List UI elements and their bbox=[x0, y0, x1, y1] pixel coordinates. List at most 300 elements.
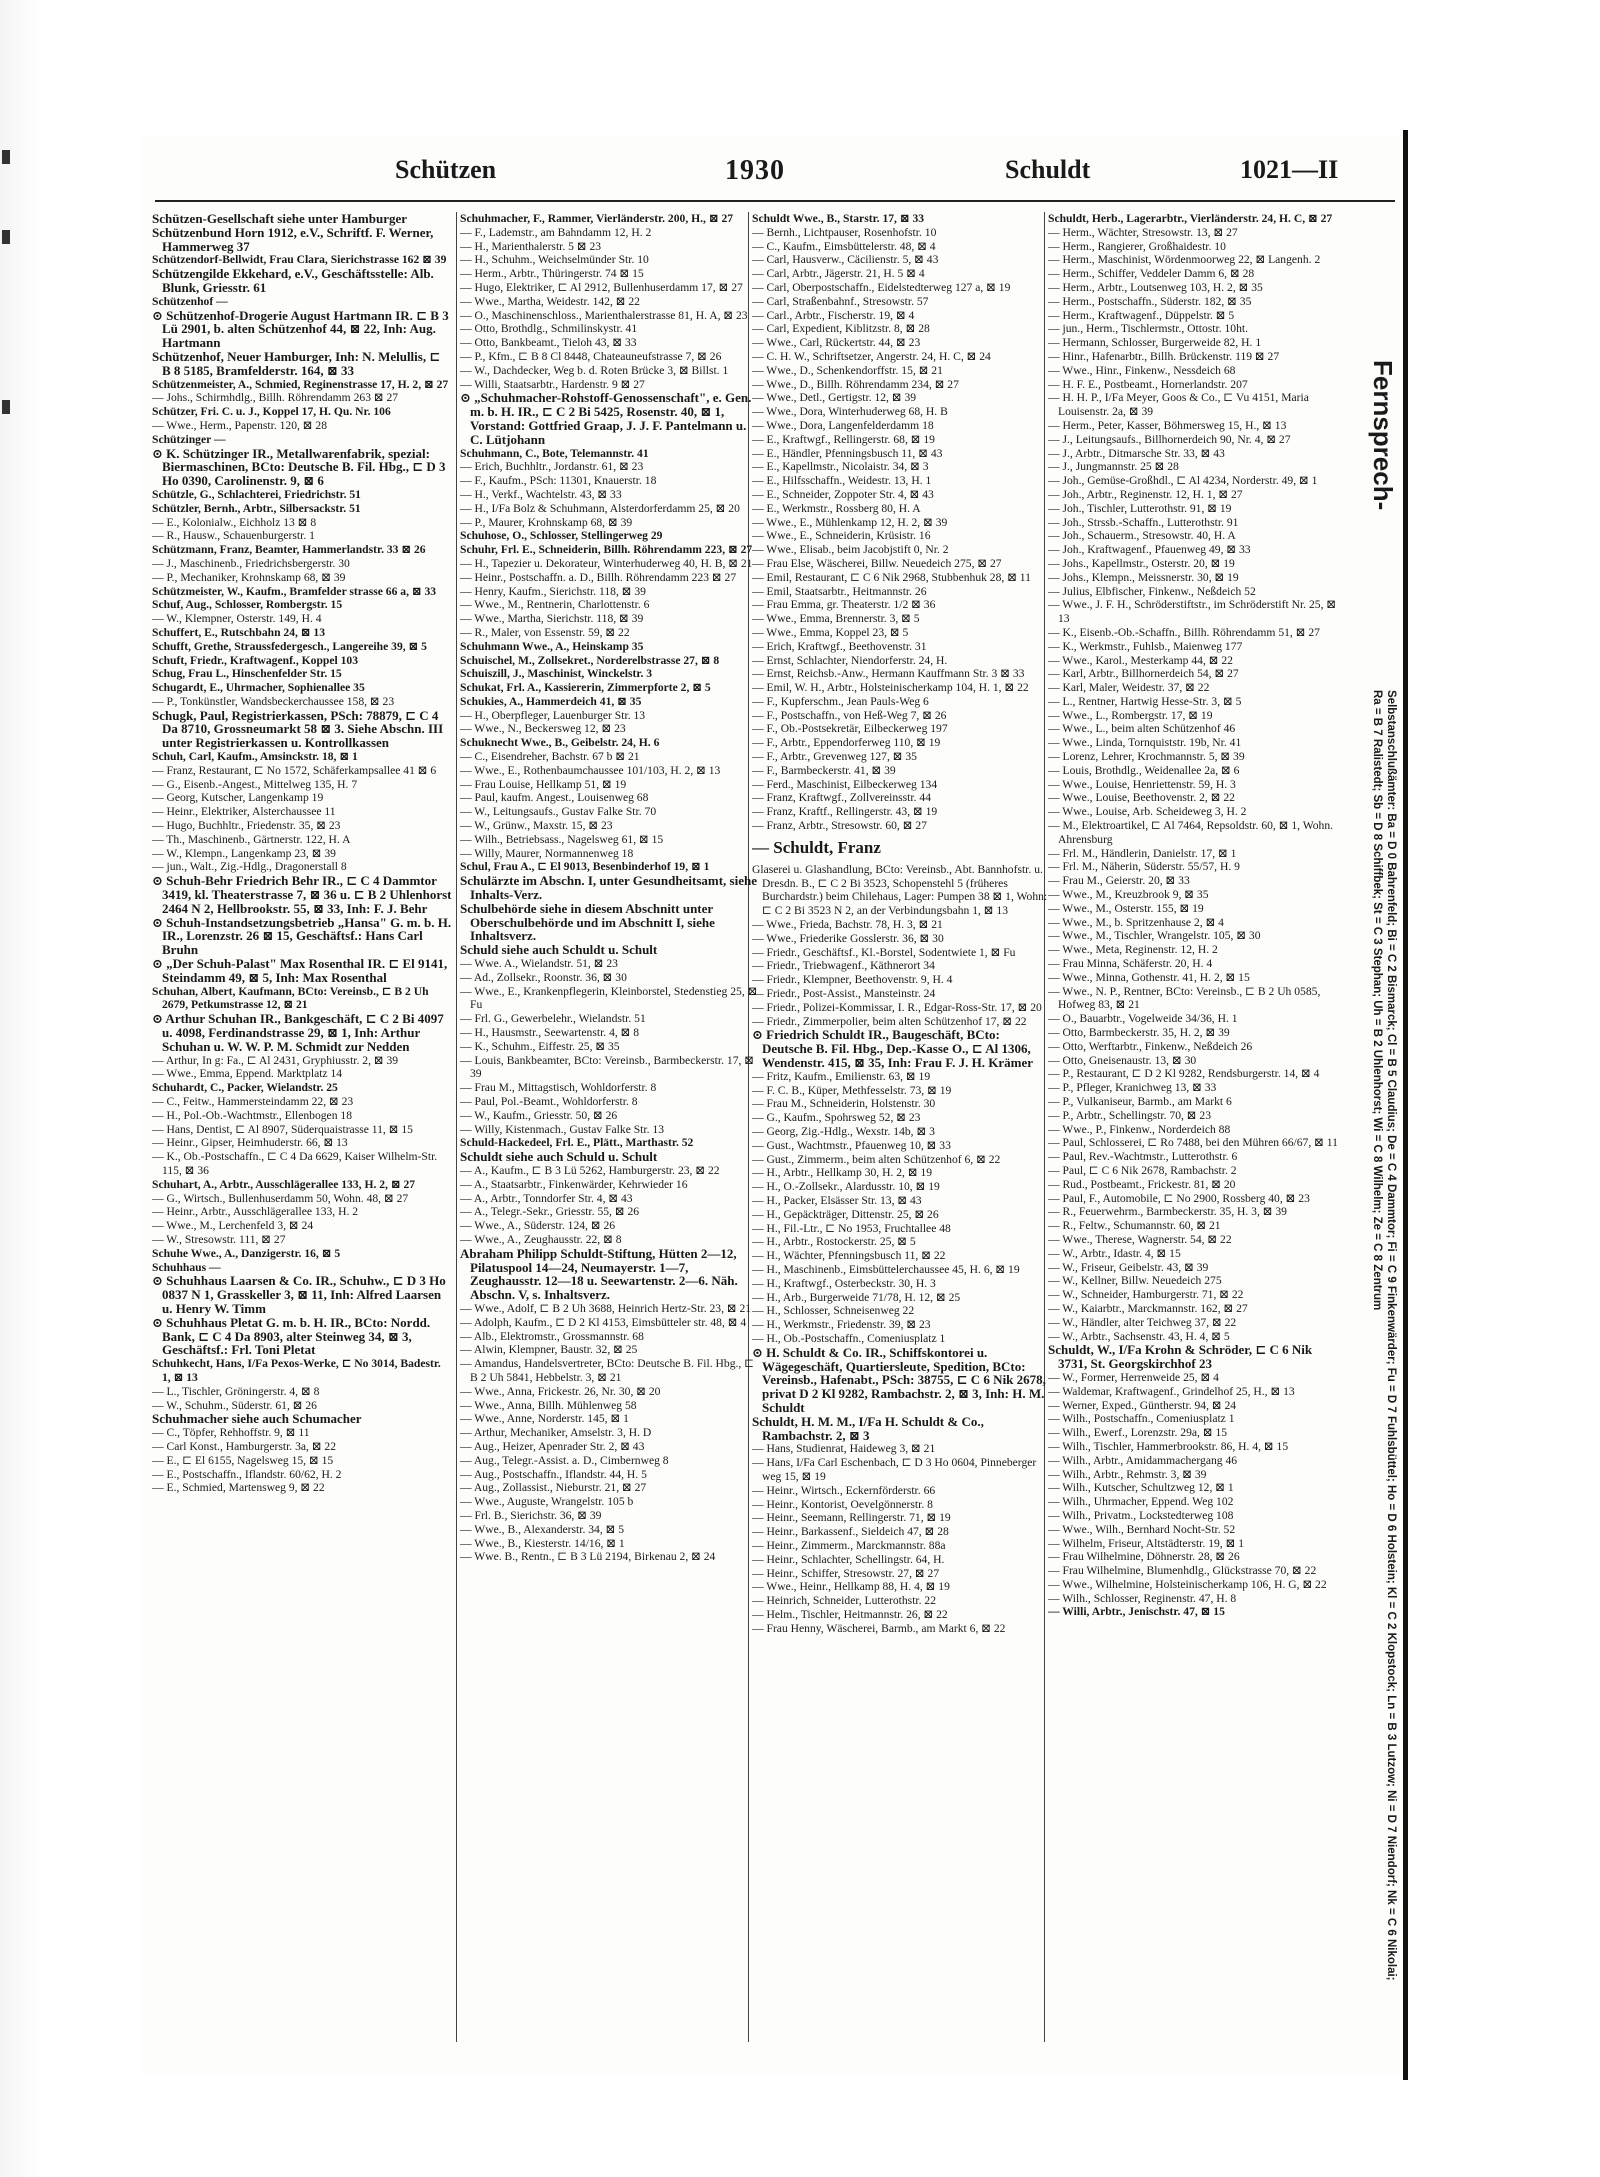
directory-entry: Schug, Frau L., Hinschenfelder Str. 15 bbox=[152, 667, 342, 681]
directory-entry: — H., Schuhm., Weichselmünder Str. 10 bbox=[460, 253, 649, 267]
directory-entry: — P., Kfm., ⊏ B 8 Cl 8448, Chateauneufstrasse 7, ⊠ 26 bbox=[460, 349, 722, 363]
directory-entry: — Frau Minna, Schäferstr. 20, H. 4 bbox=[1048, 957, 1213, 971]
directory-entry: — Wwe., Auguste, Wrangelstr. 105 b bbox=[460, 1495, 634, 1509]
directory-entry: — W., Arbtr., Sachsenstr. 43, H. 4, ⊠ 5 bbox=[1048, 1329, 1230, 1343]
directory-entry: Schukies, A., Hammerdeich 41, ⊠ 35 bbox=[460, 694, 642, 708]
directory-entry: Schützengilde Ekkehard, e.V., Geschäftsstelle: Alb. Blunk, Griesstr. 61 bbox=[152, 266, 434, 295]
directory-entry: Schuft, Friedr., Kraftwagenf., Koppel 103 bbox=[152, 653, 358, 667]
directory-entry: — Heinr., Arbtr., Ausschlägerallee 133, H. 2 bbox=[152, 1205, 359, 1219]
directory-entry: — Wwe., Linda, Tornquiststr. 19b, Nr. 41 bbox=[1048, 736, 1242, 750]
header-year: 1930 bbox=[725, 155, 785, 186]
directory-entry: — Erich, Buchhltr., Jordanstr. 61, ⊠ 23 bbox=[460, 460, 644, 474]
directory-entry: — Franz, Restaurant, ⊏ No 1572, Schäferkampsallee 41 ⊠ 6 bbox=[152, 763, 437, 777]
directory-entry: — Frl. G., Gewerbelehr., Wielandstr. 51 bbox=[460, 1012, 646, 1026]
directory-entry: — Wwe., Friederike Gosslerstr. 36, ⊠ 30 bbox=[752, 931, 944, 945]
directory-entry: — Joh., Schauerm., Stresowstr. 40, H. A bbox=[1048, 529, 1236, 543]
directory-entry: — Wwe., M., Tischler, Wrangelstr. 105, ⊠ 30 bbox=[1048, 929, 1261, 943]
directory-entry: — Wwe., E., Krankenpflegerin, Kleinborstel, Stedenstieg 25, ⊠ Fu bbox=[460, 984, 758, 1012]
directory-entry: — W., Kaiarbtr., Marckmannstr. 162, ⊠ 27 bbox=[1048, 1301, 1248, 1315]
directory-entry: — Heinr., Kontorist, Oevelgönnerstr. 8 bbox=[752, 1497, 933, 1511]
directory-entry: — Wwe., Dora, Langenfelderdamm 18 bbox=[752, 418, 934, 432]
directory-entry: — Carl, Oberpostschaffn., Eidelstedterweg 127 a, ⊠ 19 bbox=[752, 280, 1011, 294]
directory-entry: Schuld siehe auch Schuldt u. Schult bbox=[460, 942, 658, 958]
directory-entry: — Johs., Klempn., Meissnerstr. 30, ⊠ 19 bbox=[1048, 570, 1239, 584]
directory-entry: — H., Packer, Elsässer Str. 13, ⊠ 43 bbox=[752, 1193, 922, 1207]
directory-entry: — Herm., Kraftwagenf., Düppelstr. ⊠ 5 bbox=[1048, 308, 1235, 322]
directory-entry: — Wwe., N. P., Rentner, BCto: Vereinsb., ⊏ B 2 Uh 0585, Hofweg 83, ⊠ 21 bbox=[1048, 984, 1321, 1012]
directory-entry: — Herm., Arbtr., Thüringerstr. 74 ⊠ 15 bbox=[460, 267, 644, 281]
directory-entry: Schul, Frau A., ⊏ El 9013, Besenbinderhof 19, ⊠ 1 bbox=[460, 860, 710, 874]
directory-entry: — C., Töpfer, Rehhoffstr. 9, ⊠ 11 bbox=[152, 1426, 310, 1440]
directory-entry: — Wwe., Hinr., Finkenw., Nessdeich 68 bbox=[1048, 363, 1236, 377]
legend-title: Fernsprech- bbox=[1368, 360, 1398, 511]
directory-entry: — Franz, Kraftwgf., Zollvereinsstr. 44 bbox=[752, 791, 932, 805]
directory-entry: — Wwe., Emma, Koppel 23, ⊠ 5 bbox=[752, 625, 909, 639]
directory-entry: — Wwe., Wilhelmine, Holsteinischerkamp 106, H. G, ⊠ 22 bbox=[1048, 1577, 1327, 1591]
directory-entry: Schuldt siehe auch Schuld u. Schult bbox=[460, 1149, 658, 1165]
directory-entry: — H., Hausmstr., Seewartenstr. 4, ⊠ 8 bbox=[460, 1026, 640, 1040]
directory-entry: — Henry, Kaufm., Sierichstr. 118, ⊠ 39 bbox=[460, 584, 646, 598]
directory-entry: — Friedr., Klempner, Beethovenstr. 9, H. 4 bbox=[752, 973, 953, 987]
directory-entry: — Gust., Wachtmstr., Pfauenweg 10, ⊠ 33 bbox=[752, 1138, 951, 1152]
directory-entry: — P., Restaurant, ⊏ D 2 Kl 9282, Rendsburgerstr. 14, ⊠ 4 bbox=[1048, 1067, 1320, 1081]
directory-entry: — Joh., Strssb.-Schaffn., Lutterothstr. 91 bbox=[1048, 515, 1239, 529]
directory-entry: — Carl Konst., Hamburgerstr. 3a, ⊠ 22 bbox=[152, 1439, 337, 1453]
directory-entry: — Aug., Heizer, Apenrader Str. 2, ⊠ 43 bbox=[460, 1439, 645, 1453]
directory-entry: Schützmann, Franz, Beamter, Hammerlandstr. 33 ⊠ 26 bbox=[152, 543, 426, 557]
directory-entry: — Aug., Telegr.-Assist. a. D., Cimbernweg 8 bbox=[460, 1453, 669, 1467]
directory-entry: — Wwe., A., Zeughausstr. 22, ⊠ 8 bbox=[460, 1232, 622, 1246]
directory-entry: — M., Elektroartikel, ⊏ Al 7464, Repsoldstr. 60, ⊠ 1, Wohn. Ahrensburg bbox=[1048, 819, 1334, 846]
facing-page-mark bbox=[2, 230, 10, 244]
directory-entry: — J., Maschinenb., Friedrichsbergerstr. 30 bbox=[152, 556, 350, 570]
directory-entry: — Wilh., Arbtr., Rehmstr. 3, ⊠ 39 bbox=[1048, 1467, 1207, 1481]
directory-entry: Schugk, Paul, Registrierkassen, PSch: 78879, ⊏ C 4 Da 8710, Grossneumarkt 58 ⊠ 3. Siehe Abschn. III unter Registrierkassen u. Kontrollkassen bbox=[152, 707, 444, 751]
directory-entry: — Willi, Staatsarbtr., Hardenstr. 9 ⊠ 27 bbox=[460, 377, 645, 391]
directory-entry: — W., Kellner, Billw. Neuedeich 275 bbox=[1048, 1274, 1222, 1288]
directory-entry: — Wwe., Meta, Reginenstr. 12, H. 2 bbox=[1048, 943, 1218, 957]
directory-entry: — jun., Walt., Zig.-Hdlg., Dragonerstall 8 bbox=[152, 860, 347, 874]
directory-entry: — Wilh., Arbtr., Amidammachergang 46 bbox=[1048, 1453, 1238, 1467]
directory-entry: — Friedr., Triebwagenf., Käthnerort 34 bbox=[752, 959, 935, 973]
directory-entry: — Friedr., Polizei-Kommissar, I. R., Edgar-Ross-Str. 17, ⊠ 20 bbox=[752, 1000, 1042, 1014]
directory-entry: — Wwe., M., Rentnerin, Charlottenstr. 6 bbox=[460, 598, 650, 612]
directory-entry: — P., Mechaniker, Krohnskamp 68, ⊠ 39 bbox=[152, 570, 346, 584]
directory-entry: — W., Stresowstr. 111, ⊠ 27 bbox=[152, 1232, 286, 1246]
directory-entry: — Emil, Staatsarbtr., Heitmannstr. 26 bbox=[752, 584, 927, 598]
directory-entry: — Otto, Brothdlg., Schmilinskystr. 41 bbox=[460, 322, 638, 336]
directory-entry: — Heinr., Wirtsch., Eckernförderstr. 66 bbox=[752, 1483, 936, 1497]
directory-entry: — Werner, Exped., Güntherstr. 94, ⊠ 24 bbox=[1048, 1398, 1237, 1412]
directory-entry: Schützle, G., Schlachterei, Friedrichstr. 51 bbox=[152, 487, 361, 501]
directory-entry: — Frl. B., Sierichstr. 36, ⊠ 39 bbox=[460, 1508, 602, 1522]
directory-entry: — A., Staatsarbtr., Finkenwärder, Kehrwieder 16 bbox=[460, 1177, 688, 1191]
directory-column-3 bbox=[752, 212, 1052, 2042]
directory-entry: — Wwe., M., Osterstr. 155, ⊠ 19 bbox=[1048, 901, 1204, 915]
directory-entry: Schufft, Grethe, Straussfedergesch., Langereihe 39, ⊠ 5 bbox=[152, 639, 427, 653]
directory-entry: — Carl, Hausverw., Cäcilienstr. 5, ⊠ 43 bbox=[752, 253, 939, 267]
directory-entry: — E., Kapellmstr., Nicolaistr. 34, ⊠ 3 bbox=[752, 460, 929, 474]
directory-entry: — J., Jungmannstr. 25 ⊠ 28 bbox=[1048, 460, 1179, 474]
directory-entry: Schuh, Carl, Kaufm., Amsinckstr. 18, ⊠ 1 bbox=[152, 750, 358, 764]
directory-entry: — Paul, ⊏ C 6 Nik 2678, Rambachstr. 2 bbox=[1048, 1163, 1237, 1177]
directory-entry: — Paul, Rev.-Wachtmstr., Lutterothstr. 6 bbox=[1048, 1150, 1238, 1164]
directory-entry: — F., Barmbeckerstr. 41, ⊠ 39 bbox=[752, 763, 896, 777]
directory-entry: — W., Klempn., Langenkamp 23, ⊠ 39 bbox=[152, 846, 336, 860]
directory-entry: — Ferd., Maschinist, Eilbeckerweg 134 bbox=[752, 777, 938, 791]
directory-entry: — R., Feltw., Schumannstr. 60, ⊠ 21 bbox=[1048, 1219, 1221, 1233]
directory-entry: — Willi, Arbtr., Jenischstr. 47, ⊠ 15 bbox=[1048, 1605, 1225, 1619]
directory-entry: — P., Vulkaniseur, Barmb., am Markt 6 bbox=[1048, 1095, 1232, 1108]
directory-entry: — H., Arb., Burgerweide 71/78, H. 12, ⊠ 25 bbox=[752, 1290, 961, 1304]
directory-entry: — Johs., Schirmhdlg., Billh. Röhrendamm 263 ⊠ 27 bbox=[152, 391, 399, 405]
directory-entry: Schuhose, O., Schlosser, Stellingerweg 29 bbox=[460, 529, 663, 543]
directory-entry: — W., Friseur, Geibelstr. 43, ⊠ 39 bbox=[1048, 1260, 1209, 1274]
directory-entry: — Louis, Bankbeamter, BCto: Vereinsb., Barmbeckerstr. 17, ⊠ 39 bbox=[460, 1053, 754, 1081]
directory-entry: — Heinr., Zimmerm., Marckmannstr. 88a bbox=[752, 1538, 946, 1552]
directory-entry: — Franz, Arbtr., Stresowstr. 60, ⊠ 27 bbox=[752, 819, 927, 833]
directory-entry: Schuhkecht, Hans, I/Fa Pexos-Werke, ⊏ No 3014, Badestr. 1, ⊠ 13 bbox=[152, 1357, 441, 1384]
directory-entry: — Fritz, Kaufm., Emilienstr. 63, ⊠ 19 bbox=[752, 1069, 931, 1083]
directory-entry: — H., Schlosser, Schneisenweg 22 bbox=[752, 1304, 915, 1318]
directory-entry: — Heinr., Gipser, Heimhuderstr. 66, ⊠ 13 bbox=[152, 1136, 348, 1150]
directory-entry: — Lorenz, Lehrer, Krochmannstr. 5, ⊠ 39 bbox=[1048, 750, 1245, 764]
directory-entry: — G., Kaufm., Spohrsweg 52, ⊠ 23 bbox=[752, 1111, 921, 1125]
directory-entry: — Carl., Arbtr., Fischerstr. 19, ⊠ 4 bbox=[752, 308, 915, 322]
directory-entry: — Friedr., Post-Assist., Mansteinstr. 24 bbox=[752, 987, 936, 1001]
directory-entry: — Wilh., Privatm., Lockstedterweg 108 bbox=[1048, 1508, 1234, 1522]
directory-entry: — Wwe., Anne, Norderstr. 145, ⊠ 1 bbox=[460, 1412, 629, 1426]
directory-entry: — Joh., Kraftwagenf., Pfauenweg 49, ⊠ 33 bbox=[1048, 543, 1251, 557]
directory-entry: — H., Kraftwgf., Osterbeckstr. 30, H. 3 bbox=[752, 1276, 936, 1290]
directory-entry: Schuhardt, C., Packer, Wielandstr. 25 bbox=[152, 1081, 338, 1095]
directory-entry: — Heinr., Postschaffn. a. D., Billh. Röhrendamm 223 ⊠ 27 bbox=[460, 570, 737, 584]
directory-entry: — Karl, Maler, Weidestr. 37, ⊠ 22 bbox=[1048, 681, 1210, 695]
directory-entry: — Amandus, Handelsvertreter, BCto: Deutsche B. Fil. Hbg., ⊏ B 2 Uh 5841, Hebbelstr. 3, ⊠ 21 bbox=[460, 1357, 754, 1384]
page-number: 1021—II bbox=[1240, 155, 1339, 184]
directory-entry: — W., Leitungsaufs., Gustav Falke Str. 70 bbox=[460, 805, 657, 819]
directory-entry: — Karl, Arbtr., Billhornerdeich 54, ⊠ 27 bbox=[1048, 667, 1239, 681]
directory-entry: Schuhmacher siehe auch Schumacher bbox=[152, 1411, 362, 1427]
directory-entry: Schuhe Wwe., A., Danzigerstr. 16, ⊠ 5 bbox=[152, 1246, 341, 1260]
directory-entry: — Hugo, Buchhltr., Friedenstr. 35, ⊠ 23 bbox=[152, 819, 341, 833]
directory-entry: — A., Arbtr., Tonndorfer Str. 4, ⊠ 43 bbox=[460, 1191, 633, 1205]
directory-entry: — Frau Wilhelmine, Döhnerstr. 28, ⊠ 26 bbox=[1048, 1550, 1240, 1564]
directory-entry: ⊙ Schuhhaus Pletat G. m. b. H. IR., BCto: Nordd. Bank, ⊏ C 4 Da 8903, alter Steinweg 34, ⊠ 3, Geschäftsf.: Frl. Toni Pletat bbox=[152, 1314, 431, 1358]
directory-entry: — Wwe., M., Kreuzbrook 9, ⊠ 35 bbox=[1048, 888, 1209, 902]
directory-entry: — Otto, Bankbeamt., Tieloh 43, ⊠ 33 bbox=[460, 336, 637, 350]
directory-entry: — Wwe., Adolf, ⊏ B 2 Uh 3688, Heinrich Hertz-Str. 23, ⊠ 21 bbox=[460, 1301, 752, 1315]
directory-entry: — Johs., Kapellmstr., Osterstr. 20, ⊠ 19 bbox=[1048, 556, 1235, 570]
directory-entry: — H., Wächter, Pfenningsbusch 11, ⊠ 22 bbox=[752, 1249, 946, 1263]
directory-entry: — G., Wirtsch., Bullenhuserdamm 50, Wohn. 48, ⊠ 27 bbox=[152, 1191, 409, 1205]
directory-entry: — Wwe., B., Alexanderstr. 34, ⊠ 5 bbox=[460, 1522, 625, 1536]
directory-entry: — Wwe., Anna, Billh. Mühlenweg 58 bbox=[460, 1398, 637, 1412]
directory-entry: — Wilh., Kutscher, Schultzweg 12, ⊠ 1 bbox=[1048, 1481, 1234, 1495]
directory-entry: Schuf, Aug., Schlosser, Rombergstr. 15 bbox=[152, 598, 343, 612]
directory-entry: — Hans, Studienrat, Haideweg 3, ⊠ 21 bbox=[752, 1442, 936, 1456]
directory-entry: — Gust., Zimmerm., beim alten Schützenhof 6, ⊠ 22 bbox=[752, 1152, 1001, 1166]
directory-entry: — Wwe., Emma, Eppend. Marktplatz 14 bbox=[152, 1067, 343, 1081]
exchange-abbreviations: Selbstanschlußämter: Ba = D 0 Bahrenfeld; Bi = C 2 Bismarck; Cl = B 5 Claudius; De = C 4 Dammtor; Fi = C 9 Finkenwärder; Fu = D 7 Fuhlsbüttel; Ho = D 6 Holstein; Kl = C 2 Klopstock; Ln = B 3 Lutzow; Ni = D 7 Niendorf; Nk = C 6 Nikolai; Ra = B 7 Ralistedt; Sb = D 8 Schiffbek; St = C 3 Stephan; Uh = B 2 Uhlenhorst; Wi = C 8 Wilhelm; Ze = C 8 Zentrum bbox=[1371, 690, 1397, 1981]
directory-entry: — Hinr., Hafenarbtr., Billh. Brückenstr. 119 ⊠ 27 bbox=[1048, 349, 1280, 363]
directory-entry: — L., Rentner, Hartwig Hesse-Str. 3, ⊠ 5 bbox=[1048, 694, 1242, 708]
directory-entry: — Wwe., Martha, Weidestr. 142, ⊠ 22 bbox=[460, 294, 640, 308]
directory-entry: — W., Klempner, Osterstr. 149, H. 4 bbox=[152, 612, 322, 626]
directory-entry: — H., Werkmstr., Friedenstr. 39, ⊠ 23 bbox=[752, 1318, 931, 1332]
directory-entry: — Herm., Arbtr., Loutsenweg 103, H. 2, ⊠ 35 bbox=[1048, 280, 1263, 294]
directory-entry: — Ernst, Schlachter, Niendorferstr. 24, H. bbox=[752, 653, 948, 667]
directory-entry: — Helm., Tischler, Heitmannstr. 26, ⊠ 22 bbox=[752, 1607, 948, 1621]
directory-entry: — G., Eisenb.-Angest., Mittelweg 135, H. 7 bbox=[152, 777, 358, 791]
directory-entry: — Hans, Dentist, ⊏ Al 8907, Süderquaistrasse 11, ⊠ 15 bbox=[152, 1122, 413, 1136]
directory-entry: — C., Eisendreher, Bachstr. 67 b ⊠ 21 bbox=[460, 750, 640, 764]
directory-entry: — Th., Maschinenb., Gärtnerstr. 122, H. A bbox=[152, 832, 351, 846]
directory-entry: — Otto, Werftarbtr., Finkenw., Neßdeich 26 bbox=[1048, 1039, 1253, 1053]
directory-entry: — Frau M., Geierstr. 20, ⊠ 33 bbox=[1048, 874, 1190, 888]
directory-entry: — Emil, W. H., Arbtr., Holsteinischerkamp 104, H. 1, ⊠ 22 bbox=[752, 681, 1029, 695]
directory-entry: ⊙ Arthur Schuhan IR., Bankgeschäft, ⊏ C 2 Bi 4097 u. 4098, Ferdinandstrasse 29, ⊠ 1, Inh: Arthur Schuhan u. W. W. P. M. Schmidt zur Nedden bbox=[152, 1011, 444, 1054]
directory-entry: — Bernh., Lichtpauser, Rosenhofstr. 10 bbox=[752, 225, 937, 239]
directory-entry: — F., Kaufm., PSch: 11301, Knauerstr. 18 bbox=[460, 474, 657, 488]
directory-entry: Schuhmann Wwe., A., Heinskamp 35 bbox=[460, 639, 644, 653]
directory-entry: — Frau Emma, gr. Theaterstr. 1/2 ⊠ 36 bbox=[752, 598, 936, 612]
directory-entry: — Frau M., Mittagstisch, Wohldorferstr. 8 bbox=[460, 1081, 657, 1095]
directory-entry: — Heinr., Elektriker, Alsterchaussee 11 bbox=[152, 805, 336, 819]
directory-entry: — H. F. E., Postbeamt., Hornerlandstr. 207 bbox=[1048, 377, 1248, 391]
directory-entry: — Heinr., Schiffer, Stresowstr. 27, ⊠ 27 bbox=[752, 1566, 940, 1580]
header-last-entry: Schuldt bbox=[1005, 155, 1091, 184]
directory-entry: — W., Former, Herrenweide 25, ⊠ 4 bbox=[1048, 1370, 1219, 1384]
directory-entry: — Wwe., Carl, Rückertstr. 44, ⊠ 23 bbox=[752, 336, 921, 350]
directory-entry: — F., Arbtr., Grevenweg 127, ⊠ 35 bbox=[752, 750, 917, 764]
directory-entry: — Wilh., Betriebsass., Nagelsweg 61, ⊠ 15 bbox=[460, 832, 664, 846]
directory-entry: — Heinr., Seemann, Rellingerstr. 71, ⊠ 19 bbox=[752, 1511, 951, 1525]
directory-entry: — Wwe., D., Billh. Röhrendamm 234, ⊠ 27 bbox=[752, 377, 959, 391]
directory-entry: — Georg, Zig.-Hdlg., Wexstr. 14b, ⊠ 3 bbox=[752, 1125, 935, 1138]
directory-entry: — E., Postschaffn., Iflandstr. 60/62, H. 2 bbox=[152, 1467, 342, 1481]
directory-entry: — Ernst, Reichsb.-Anw., Hermann Kauffmann Str. 3 ⊠ 33 bbox=[752, 667, 1025, 681]
directory-entry: — P., Tonkünstler, Wandsbeckerchaussee 158, ⊠ 23 bbox=[152, 694, 395, 708]
directory-entry: — Wwe., Wilh., Bernhard Nocht-Str. 52 bbox=[1048, 1522, 1236, 1536]
directory-entry: — F. C. B., Küper, Methfesselstr. 73, ⊠ 19 bbox=[752, 1083, 952, 1097]
directory-entry: — Paul, kaufm. Angest., Louisenweg 68 bbox=[460, 791, 649, 805]
directory-entry: — H., Maschinenb., Eimsbüttelerchaussee 45, H. 6, ⊠ 19 bbox=[752, 1262, 1020, 1276]
directory-entry: — H., Oberpfleger, Lauenburger Str. 13 bbox=[460, 708, 646, 722]
directory-entry: — Arthur, In g: Fa., ⊏ Al 2431, Gryphiusstr. 2, ⊠ 39 bbox=[152, 1053, 399, 1067]
directory-entry: — W., Händler, alter Teichweg 37, ⊠ 22 bbox=[1048, 1315, 1237, 1329]
directory-entry: — E., ⊏ El 6155, Nagelsweg 15, ⊠ 15 bbox=[152, 1453, 334, 1467]
directory-entry: — Wwe., N., Beckersweg 12, ⊠ 23 bbox=[460, 722, 626, 736]
directory-entry: Schuhart, A., Arbtr., Ausschlägerallee 133, H. 2, ⊠ 27 bbox=[152, 1177, 416, 1191]
directory-entry: ⊙ H. Schuldt & Co. IR., Schiffskontorei u. Wägegeschäft, Quartiersleute, Spedition, BCto: Vereinsb., Hafenabt., PSch: 38755, ⊏ C 6 Nik 2678, privat D 2 Kl 9282, Rambachstr. 2, ⊠ 3, Inh: H. M. Schuldt bbox=[752, 1344, 1046, 1415]
directory-entry: — Frl. M., Näherin, Süderstr. 55/57, H. 9 bbox=[1048, 860, 1240, 874]
directory-entry: — Frau Wilhelmine, Blumenhdlg., Glückstrasse 70, ⊠ 22 bbox=[1048, 1564, 1317, 1578]
directory-entry: — Adolph, Kaufm., ⊏ D 2 Kl 4153, Eimsbütteler str. 48, ⊠ 4 bbox=[460, 1315, 747, 1329]
directory-entry: — Wilh., Schlosser, Reginenstr. 47, H. 8 bbox=[1048, 1591, 1237, 1605]
directory-entry: — Frau Louise, Hellkamp 51, ⊠ 19 bbox=[460, 777, 627, 791]
directory-entry: Schützen-Gesellschaft siehe unter Hamburger bbox=[152, 212, 408, 226]
directory-entry: — Louis, Brothdlg., Weidenallee 2a, ⊠ 6 bbox=[1048, 763, 1240, 777]
directory-entry: — W., Kaufm., Griesstr. 50, ⊠ 26 bbox=[460, 1108, 618, 1122]
directory-entry: — A., Kaufm., ⊏ B 3 Lü 5262, Hamburgerstr. 23, ⊠ 22 bbox=[460, 1163, 720, 1177]
directory-entry: — R., Maler, von Essenstr. 59, ⊠ 22 bbox=[460, 625, 630, 639]
directory-entry: Schuld-Hackedeel, Frl. E., Plätt., Marthastr. 52 bbox=[460, 1136, 694, 1150]
directory-entry: Schützler, Bernh., Arbtr., Silbersackstr. 51 bbox=[152, 501, 361, 515]
directory-entry: — Wwe., Dora, Winterhuderweg 68, H. B bbox=[752, 405, 948, 419]
directory-entry: Abraham Philipp Schuldt-Stiftung, Hütten 2—12, Pilatuspool 14—24, Neumayerstr. 1—7, Zeughausstr. 12—18 u. Seewartenstr. 2—6. Näh. Abschn. V, s. Inhaltsverz. bbox=[460, 1245, 738, 1303]
directory-entry: — Wwe., Minna, Gothenstr. 41, H. 2, ⊠ 15 bbox=[1048, 970, 1250, 984]
directory-entry: — P., Maurer, Krohnskamp 68, ⊠ 39 bbox=[460, 515, 633, 529]
facing-page-mark bbox=[2, 150, 10, 164]
directory-entry: — Wwe., Louise, Henriettenstr. 59, H. 3 bbox=[1048, 777, 1236, 791]
directory-entry: — Wilh., Tischler, Hammerbrookstr. 86, H. 4, ⊠ 15 bbox=[1048, 1439, 1289, 1453]
directory-entry: — Franz, Kraftf., Rellingerstr. 43, ⊠ 19 bbox=[752, 805, 938, 819]
directory-entry: — Friedr., Zimmerpolier, beim alten Schützenhof 17, ⊠ 22 bbox=[752, 1014, 1027, 1028]
directory-entry: — Alb., Elektromstr., Grossmannstr. 68 bbox=[460, 1329, 644, 1343]
directory-entry: — Carl, Straßenbahnf., Stresowstr. 57 bbox=[752, 294, 929, 308]
directory-entry: — Wwe., Anna, Frickestr. 26, Nr. 30, ⊠ 20 bbox=[460, 1384, 661, 1398]
directory-entry: — Paul, F., Automobile, ⊏ No 2900, Rossberg 40, ⊠ 23 bbox=[1048, 1191, 1310, 1205]
directory-entry: — H. H. P., I/Fa Meyer, Goos & Co., ⊏ Vu 4151, Maria Louisenstr. 2a, ⊠ 39 bbox=[1048, 391, 1309, 419]
directory-entry: — Wwe., M., Lerchenfeld 3, ⊠ 24 bbox=[152, 1219, 314, 1233]
header-rule bbox=[155, 200, 1395, 202]
directory-entry: Schuknecht Wwe., B., Geibelstr. 24, H. 6 bbox=[460, 736, 660, 750]
directory-entry: — Wwe. B., Rentn., ⊏ B 3 Lü 2194, Birkenau 2, ⊠ 24 bbox=[460, 1550, 716, 1564]
directory-entry: ⊙ „Schuhmacher-Rohstoff-Genossenschaft", e. Gen. m. b. H. IR., ⊏ C 2 Bi 5425, Rosenstr. 40, ⊠ 1, Vorstand: Gottfried Graap, J. J. F. Pantelmann u. C. Lütjohann bbox=[460, 390, 752, 447]
directory-entry: — Wwe., J. F. H., Schröderstiftstr., im Schröderstift Nr. 25, ⊠ 13 bbox=[1048, 598, 1337, 626]
directory-entry: — W., Schneider, Hamburgerstr. 71, ⊠ 22 bbox=[1048, 1288, 1244, 1302]
directory-entry: — P., Pfleger, Kranichweg 13, ⊠ 33 bbox=[1048, 1081, 1217, 1095]
directory-column-4 bbox=[1048, 212, 1338, 2042]
directory-entry: — Frau M., Schneiderin, Holstenstr. 30 bbox=[752, 1097, 936, 1111]
directory-entry: — R., Hausw., Schauenburgerstr. 1 bbox=[152, 529, 315, 543]
directory-entry: — O., Maschinenschloss., Marienthalerstrasse 81, H. A, ⊠ 23 bbox=[460, 308, 748, 322]
directory-entry: — Hans, I/Fa Carl Eschenbach, ⊏ D 3 Ho 0604, Pinneberger weg 15, ⊠ 19 bbox=[752, 1456, 1037, 1483]
directory-entry: — W., Schuhm., Süderstr. 61, ⊠ 26 bbox=[152, 1398, 317, 1412]
directory-entry: — Willy, Kistenmach., Gustav Falke Str. 13 bbox=[460, 1122, 665, 1136]
directory-entry: — H., Tapezier u. Dekorateur, Winterhuderweg 40, H. B, ⊠ 21 bbox=[460, 556, 753, 570]
directory-entry: — Herm., Maschinist, Wördenmoorweg 22, ⊠ Langenh. 2 bbox=[1048, 253, 1321, 267]
directory-entry: — E., Kraftwgf., Rellingerstr. 68, ⊠ 19 bbox=[752, 432, 935, 446]
directory-entry: — F., Kupferschm., Jean Pauls-Weg 6 bbox=[752, 694, 929, 708]
directory-entry: Schützenmeister, A., Schmied, Reginenstrasse 17, H. 2, ⊠ 27 bbox=[152, 377, 449, 391]
directory-entry: — R., Feuerwehrm., Barmbeckerstr. 35, H. 3, ⊠ 39 bbox=[1048, 1205, 1287, 1219]
directory-entry: — C. H. W., Schriftsetzer, Angerstr. 24, H. C, ⊠ 24 bbox=[752, 349, 991, 363]
directory-entry: — Rud., Postbeamt., Frickestr. 81, ⊠ 20 bbox=[1048, 1177, 1236, 1191]
directory-entry: — K., Ob.-Postschaffn., ⊏ C 4 Da 6629, Kaiser Wilhelm-Str. 115, ⊠ 36 bbox=[152, 1150, 438, 1177]
directory-entry: — Wilh., Postschaffn., Comeniusplatz 1 bbox=[1048, 1412, 1235, 1426]
directory-entry: — H., O.-Zollsekr., Alardusstr. 10, ⊠ 19 bbox=[752, 1180, 940, 1194]
directory-entry: — Herm., Schiffer, Veddeler Damm 6, ⊠ 28 bbox=[1048, 267, 1255, 281]
directory-entry: — Wwe., Elisab., beim Jacobjstift 0, Nr. 2 bbox=[752, 543, 949, 557]
directory-entry: Schuiszill, J., Maschinist, Winckelstr. 3 bbox=[460, 667, 653, 681]
directory-entry: — H., Gepäckträger, Dittenstr. 25, ⊠ 26 bbox=[752, 1207, 939, 1221]
directory-entry: Schuldt, H. M. M., I/Fa H. Schuldt & Co., Rambachstr. 2, ⊠ 3 bbox=[752, 1413, 984, 1443]
directory-entry: Schuhan, Albert, Kaufmann, BCto: Vereinsb., ⊏ B 2 Uh 2679, Petkumstrasse 12, ⊠ 21 bbox=[152, 984, 429, 1012]
directory-entry: — Wwe., Therese, Wagnerstr. 54, ⊠ 22 bbox=[1048, 1232, 1232, 1246]
directory-entry: — Paul, Schlosserei, ⊏ Ro 7488, bei den Mühren 66/67, ⊠ 11 bbox=[1048, 1136, 1338, 1150]
directory-entry: — H., I/Fa Bolz & Schuhmann, Alsterdorferdamm 25, ⊠ 20 bbox=[460, 501, 740, 515]
directory-entry: — A., Telegr.-Sekr., Griesstr. 55, ⊠ 26 bbox=[460, 1205, 640, 1219]
directory-entry: — Friedr., Geschäftsf., Kl.-Borstel, Sodentwiete 1, ⊠ Fu bbox=[752, 945, 1016, 959]
directory-entry: — Wwe., P., Finkenw., Norderdeich 88 bbox=[1048, 1122, 1231, 1136]
directory-entry: — E., Händler, Pfenningsbusch 11, ⊠ 43 bbox=[752, 446, 943, 460]
directory-entry: — Erich, Kraftwgf., Beethovenstr. 31 bbox=[752, 639, 927, 653]
directory-entry: ⊙ Schützenhof-Drogerie August Hartmann IR. ⊏ B 3 Lü 2901, b. alten Schützenhof 44, ⊠ 22, Inh: Aug. Hartmann bbox=[152, 307, 449, 351]
directory-entry: — Heinr., Barkassenf., Sieldeich 47, ⊠ 28 bbox=[752, 1525, 949, 1539]
directory-entry: — Joh., Tischler, Lutterothstr. 91, ⊠ 19 bbox=[1048, 501, 1232, 515]
directory-entry: — Otto, Barmbeckerstr. 35, H. 2, ⊠ 39 bbox=[1048, 1026, 1230, 1040]
directory-entry: — Alwin, Klempner, Baustr. 32, ⊠ 25 bbox=[460, 1343, 638, 1357]
running-header bbox=[150, 155, 1400, 201]
directory-entry: — Wwe., B., Kiesterstr. 14/16, ⊠ 1 bbox=[460, 1536, 625, 1550]
directory-entry: — Aug., Postschaffn., Iflandstr. 44, H. 5 bbox=[460, 1467, 647, 1481]
directory-entry: — Wwe., E., Schneiderin, Krüsistr. 16 bbox=[752, 529, 931, 543]
directory-entry: Glaserei u. Glashandlung, BCto: Vereinsb., Abt. Bannhofstr. u. Dresdn. B., ⊏ C 2 Bi 3523, Schopenstehl 5 (früheres Burchardstr.) beim Chilehaus, Lager: Pumpen 38 ⊠ 1, Wohn: ⊏ C 2 Bi 3523 N 2, an der Verbindungsbahn 1, ⊠ 13 bbox=[752, 862, 1048, 918]
directory-entry: — E., Hilfsschaffn., Weidestr. 13, H. 1 bbox=[752, 474, 932, 488]
directory-entry: ⊙ Schuh-Behr Friedrich Behr IR., ⊏ C 4 Dammtor 3419, kl. Theaterstrasse 7, ⊠ 36 u. ⊏ B 2 Uhlenhorst 2464 N 2, Hellbrookstr. 55, ⊠ 33, Inh: F. J. Behr bbox=[152, 873, 452, 916]
directory-entry: — Wilhelm, Friseur, Altstädterstr. 19, ⊠ 1 bbox=[1048, 1536, 1244, 1550]
directory-entry: Schuhhaus — bbox=[152, 1260, 221, 1274]
directory-entry: — H., Marienthalerstr. 5 ⊠ 23 bbox=[460, 239, 602, 253]
directory-entry: — L., Tischler, Gröningerstr. 4, ⊠ 8 bbox=[152, 1384, 320, 1398]
directory-entry: — F., Lademstr., am Bahndamm 12, H. 2 bbox=[460, 225, 652, 239]
directory-entry: — Herm., Postschaffn., Süderstr. 182, ⊠ 35 bbox=[1048, 294, 1252, 308]
directory-entry: — J., Arbtr., Ditmarsche Str. 33, ⊠ 43 bbox=[1048, 446, 1225, 460]
directory-entry: — Otto, Gneisenaustr. 13, ⊠ 30 bbox=[1048, 1053, 1197, 1067]
directory-entry: ⊙ Schuhhaus Laarsen & Co. IR., Schuhw., ⊏ D 3 Ho 0837 N 1, Grasskeller 3, ⊠ 11, Inh: Alfred Laarsen u. Henry W. Timm bbox=[152, 1273, 446, 1316]
directory-entry: — Heinrich, Schneider, Lutterothstr. 22 bbox=[752, 1594, 937, 1608]
directory-entry: — Wwe., M., b. Spritzenhause 2, ⊠ 4 bbox=[1048, 915, 1224, 929]
directory-entry: Schützmeister, W., Kaufm., Bramfelder strasse 66 a, ⊠ 33 bbox=[152, 584, 437, 598]
directory-entry: Schuhmacher, F., Rammer, Vierländerstr. 200, H., ⊠ 27 bbox=[460, 212, 734, 225]
directory-entry: — P., Arbtr., Schellingstr. 70, ⊠ 23 bbox=[1048, 1108, 1212, 1122]
directory-entry: — O., Bauarbtr., Vogelweide 34/36, H. 1 bbox=[1048, 1012, 1238, 1026]
directory-entry: — H., Verkf., Wachtelstr. 43, ⊠ 33 bbox=[460, 487, 622, 501]
directory-entry: — Arthur, Mechaniker, Amselstr. 3, H. D bbox=[460, 1426, 652, 1440]
directory-entry: Schuischel, M., Zollsekret., Norderelbstrasse 27, ⊠ 8 bbox=[460, 653, 720, 667]
directory-entry: — F., Postschaffn., von Heß-Weg 7, ⊠ 26 bbox=[752, 708, 947, 722]
directory-entry: — Julius, Elbfischer, Finkenw., Neßdeich 52 bbox=[1048, 584, 1256, 598]
directory-entry: — Carl, Arbtr., Jägerstr. 21, H. 5 ⊠ 4 bbox=[752, 267, 925, 281]
directory-entry: Schützer, Fri. C. u. J., Koppel 17, H. Qu. Nr. 106 bbox=[152, 405, 391, 419]
directory-entry: — H., Fil.-Ltr., ⊏ No 1953, Fruchtallee 48 bbox=[752, 1221, 951, 1235]
directory-entry: — Wwe., Karol., Mesterkamp 44, ⊠ 22 bbox=[1048, 653, 1233, 667]
directory-entry: Schuhmann, C., Bote, Telemannstr. 41 bbox=[460, 446, 649, 460]
directory-entry: — F., Ob.-Postsekretär, Eilbeckerweg 197 bbox=[752, 722, 948, 736]
directory-entry: — H., Arbtr., Rostockerstr. 25, ⊠ 5 bbox=[752, 1235, 916, 1249]
directory-entry: Schulärzte im Abschn. I, unter Gesundheitsamt, siehe Inhalts-Verz. bbox=[460, 873, 757, 903]
directory-entry: Schuldt, Herb., Lagerarbtr., Vierländerstr. 24, H. C, ⊠ 27 bbox=[1048, 212, 1333, 225]
directory-entry: — Frau Henny, Wäscherei, Barmb., am Markt 6, ⊠ 22 bbox=[752, 1621, 1006, 1635]
directory-entry: — H., Ob.-Postschaffn., Comeniusplatz 1 bbox=[752, 1331, 946, 1345]
directory-entry: — K., Schuhm., Eiffestr. 25, ⊠ 35 bbox=[460, 1039, 620, 1053]
directory-entry: — Frau Else, Wäscherei, Billw. Neuedeich 275, ⊠ 27 bbox=[752, 556, 1002, 570]
directory-entry: — Schuldt, Franz bbox=[752, 837, 881, 857]
directory-entry: — W., Grünw., Maxstr. 15, ⊠ 23 bbox=[460, 819, 613, 833]
directory-entry: — F., Arbtr., Eppendorferweg 110, ⊠ 19 bbox=[752, 736, 941, 750]
directory-entry: — Joh., Arbtr., Reginenstr. 12, H. 1, ⊠ 27 bbox=[1048, 487, 1243, 501]
directory-entry: — H., Pol.-Ob.-Wachtmstr., Ellenbogen 18 bbox=[152, 1108, 352, 1122]
directory-entry: — Wwe., A., Süderstr. 124, ⊠ 26 bbox=[460, 1219, 616, 1233]
column-divider bbox=[456, 212, 457, 2042]
directory-entry: — Joh., Gemüse-Großhdl., ⊏ Al 4234, Norderstr. 49, ⊠ 1 bbox=[1048, 474, 1318, 488]
directory-column-2 bbox=[460, 212, 760, 2042]
directory-entry: — Wwe., Emma, Brennerstr. 3, ⊠ 5 bbox=[752, 612, 920, 626]
directory-entry: ⊙ Friedrich Schuldt IR., Baugeschäft, BCto: Deutsche B. Fil. Hbg., Dep.-Kasse O., ⊏ Al 1306, Wendenstr. 415, ⊠ 35, Inh: Frau F. J. H. Krämer bbox=[752, 1027, 1034, 1071]
directory-entry: — E., Werkmstr., Rossberg 80, H. A bbox=[752, 501, 921, 515]
